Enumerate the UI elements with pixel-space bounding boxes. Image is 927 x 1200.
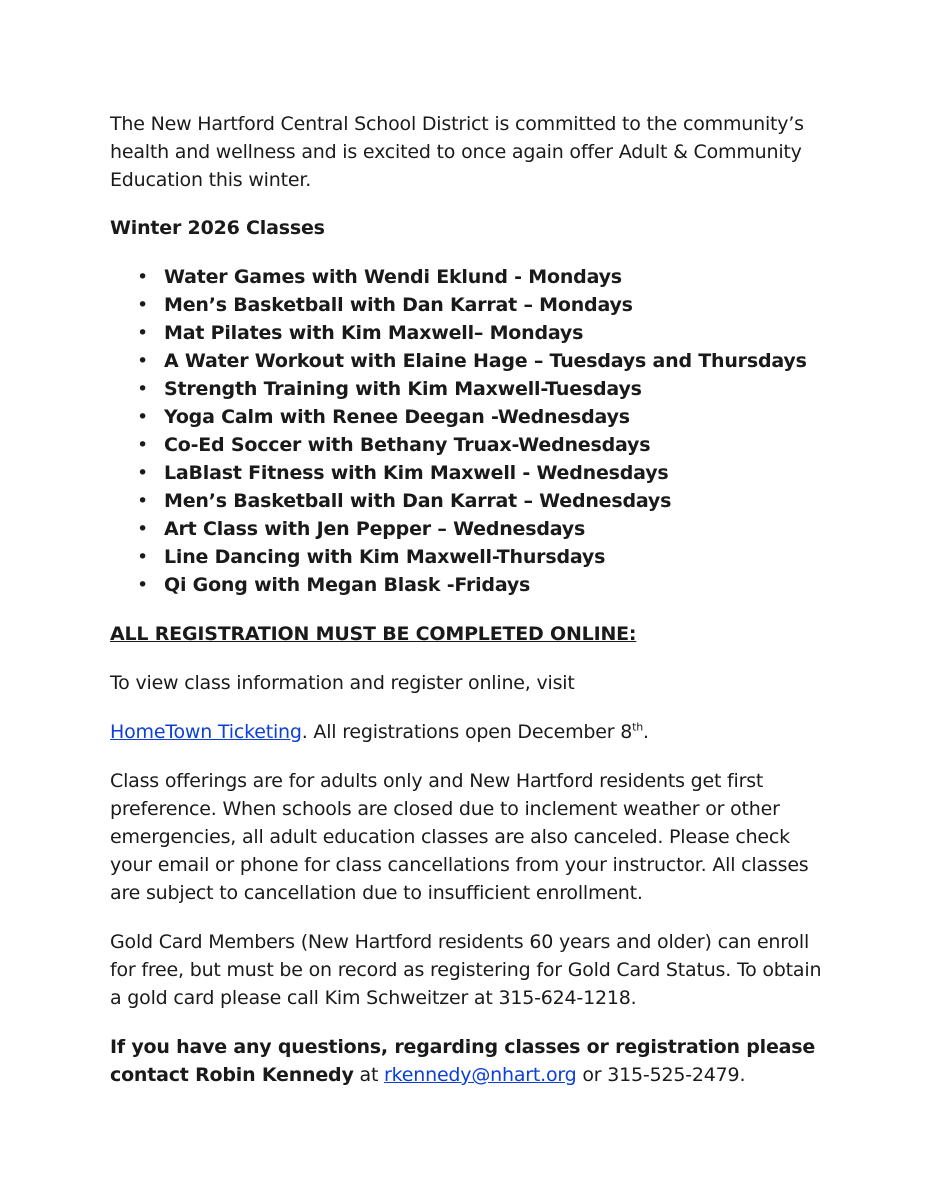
- bullet-icon: •: [137, 462, 149, 484]
- bullet-icon: •: [137, 574, 149, 596]
- class-label: Mat Pilates with Kim Maxwell– Mondays: [164, 322, 584, 344]
- class-list-item: [110, 403, 830, 431]
- bullet-icon: •: [137, 350, 149, 372]
- class-label: Qi Gong with Megan Blask -Fridays: [164, 574, 531, 596]
- class-label: Men’s Basketball with Dan Karrat – Wednesdays: [164, 490, 672, 512]
- document-page: [110, 110, 830, 1089]
- class-label: Water Games with Wendi Eklund - Mondays: [164, 266, 622, 288]
- class-label: Co-Ed Soccer with Bethany Truax-Wednesdays: [164, 434, 651, 456]
- bullet-icon: •: [137, 518, 149, 540]
- class-label: LaBlast Fitness with Kim Maxwell - Wednesdays: [164, 462, 669, 484]
- registration-open-end: .: [642, 721, 649, 743]
- contact-email-link[interactable]: rkennedy@nhart.org: [384, 1064, 577, 1086]
- bullet-icon: •: [137, 378, 149, 400]
- bullet-icon: •: [137, 406, 149, 428]
- class-list-item: [110, 347, 830, 375]
- class-label: Line Dancing with Kim Maxwell-Thursdays: [164, 546, 606, 568]
- registration-heading: ALL REGISTRATION MUST BE COMPLETED ONLINE:: [110, 623, 637, 645]
- contact-paragraph: [110, 1033, 830, 1089]
- hometown-ticketing-link[interactable]: HomeTown Ticketing: [110, 721, 302, 743]
- class-label: Art Class with Jen Pepper – Wednesdays: [164, 518, 586, 540]
- class-label: Men’s Basketball with Dan Karrat – Mondays: [164, 294, 633, 316]
- class-label: Yoga Calm with Renee Deegan -Wednesdays: [164, 406, 630, 428]
- bullet-icon: •: [137, 266, 149, 288]
- view-info-text: To view class information and register online, visit: [110, 672, 575, 694]
- registration-open-line: [110, 718, 830, 746]
- gold-card-paragraph: Gold Card Members (New Hartford residents 60 years and older) can enroll for free, but must be on record as registering for Gold Card Status. To obtain a gold card please call Kim Schweitzer at 315-624-1218.: [110, 931, 822, 1009]
- bullet-icon: •: [137, 546, 149, 568]
- classes-heading: Winter 2026 Classes: [110, 217, 325, 239]
- class-list-item: [110, 375, 830, 403]
- bullet-icon: •: [137, 490, 149, 512]
- policy-paragraph: Class offerings are for adults only and New Hartford residents get first preference. When schools are closed due to inclement weather or other emergencies, all adult education classes are also canceled. Please check your email or phone for class cancellations from your instructor. All classes are subject to cancellation due to insufficient enrollment.: [110, 770, 809, 904]
- class-list-item: [110, 291, 830, 319]
- contact-phone-text: or 315-525-2479.: [576, 1064, 746, 1086]
- class-label: Strength Training with Kim Maxwell-Tuesdays: [164, 378, 642, 400]
- class-list-item: [110, 543, 830, 571]
- class-list-item: [110, 319, 830, 347]
- bullet-icon: •: [137, 434, 149, 456]
- registration-open-text: . All registrations open December 8: [301, 721, 633, 743]
- class-list-item: [110, 459, 830, 487]
- bullet-icon: •: [137, 294, 149, 316]
- class-label: A Water Workout with Elaine Hage – Tuesdays and Thursdays: [164, 350, 807, 372]
- class-list-item: [110, 263, 830, 291]
- contact-at-text: at: [353, 1064, 385, 1086]
- intro-paragraph: The New Hartford Central School District is committed to the community’s health and wellness and is excited to once again offer Adult & Community Education this winter.: [110, 113, 804, 191]
- class-list: [110, 263, 830, 599]
- class-list-item: [110, 515, 830, 543]
- class-list-item: [110, 571, 830, 599]
- class-list-item: [110, 431, 830, 459]
- bullet-icon: •: [137, 322, 149, 344]
- ordinal-suffix: th: [632, 720, 643, 734]
- class-list-item: [110, 487, 830, 515]
- contact-bold-text: If you have any questions, regarding classes or registration please contact Robin Kennedy: [110, 1036, 816, 1086]
